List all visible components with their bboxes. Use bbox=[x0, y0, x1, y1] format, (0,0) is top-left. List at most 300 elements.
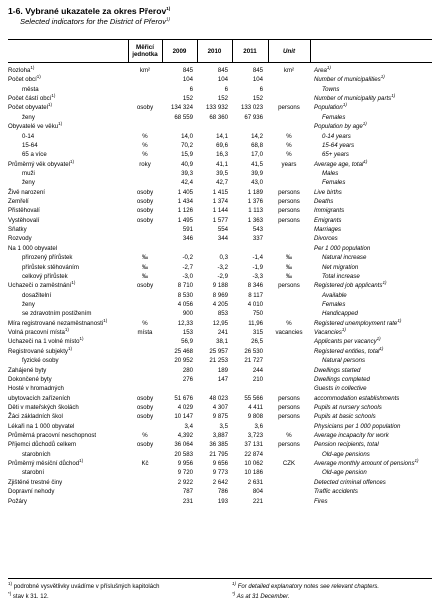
row-label-en-text: Total increase bbox=[322, 272, 360, 280]
table-row bbox=[0, 412, 439, 421]
row-label-cz-text: ženy bbox=[22, 113, 35, 121]
row-label-en-text: Females bbox=[322, 113, 346, 121]
row-label-cz-text: Průměrný věk obyvatel bbox=[8, 160, 70, 168]
row-unit-cz: osoby bbox=[136, 104, 154, 112]
cell-2009: 25 468 bbox=[174, 347, 193, 355]
row-label-cz-text: Dokončené byty bbox=[8, 375, 52, 383]
row-label-cz-text: starobních bbox=[22, 450, 51, 458]
table-row bbox=[0, 216, 439, 225]
row-unit-en: persons bbox=[278, 413, 300, 421]
table-row bbox=[0, 272, 439, 281]
row-unit-en: persons bbox=[278, 104, 300, 112]
row-unit-en: persons bbox=[278, 394, 300, 402]
row-label-en bbox=[314, 328, 346, 337]
cell-2010: -2,9 bbox=[217, 272, 228, 280]
table-row bbox=[0, 300, 439, 309]
row-label-en bbox=[322, 468, 367, 477]
row-unit-en: % bbox=[286, 432, 292, 440]
row-unit-en: % bbox=[286, 319, 292, 327]
cell-2011: 3,6 bbox=[254, 422, 263, 430]
row-unit-en: persons bbox=[278, 441, 300, 449]
row-label-en-text: Area bbox=[314, 67, 327, 74]
cell-2011: 1 363 bbox=[247, 216, 263, 224]
row-label-cz-text: starobní bbox=[22, 469, 45, 477]
row-label-cz bbox=[22, 132, 34, 141]
table-row bbox=[0, 497, 439, 506]
cell-2011: 67 936 bbox=[244, 113, 263, 121]
cell-2010: 554 bbox=[217, 226, 228, 234]
cell-2010: 3,5 bbox=[219, 422, 228, 430]
row-unit-en: % bbox=[286, 132, 292, 140]
cell-2010: 9 656 bbox=[212, 460, 228, 468]
cell-2011: 17,0 bbox=[251, 151, 263, 159]
cell-2009: 36 064 bbox=[174, 441, 193, 449]
cell-2009: 1 126 bbox=[177, 207, 193, 215]
cell-2011: -1,9 bbox=[252, 263, 263, 271]
table-row bbox=[0, 487, 439, 496]
cell-2010: 21 253 bbox=[209, 357, 228, 365]
footer-rule bbox=[8, 578, 432, 579]
row-unit-cz: osoby bbox=[136, 216, 154, 224]
footnote-marker: 1) bbox=[51, 93, 56, 99]
row-label-en bbox=[314, 412, 376, 421]
cell-2010: 9 773 bbox=[212, 469, 228, 477]
row-label-en bbox=[314, 422, 400, 431]
table-row bbox=[0, 197, 439, 206]
cell-2011: 750 bbox=[252, 310, 263, 318]
table-row bbox=[0, 394, 439, 403]
footnote-marker: 1) bbox=[391, 93, 396, 99]
table-row bbox=[0, 113, 439, 122]
row-label-en bbox=[322, 113, 345, 122]
row-label-cz-text: Volná pracovní místa bbox=[8, 329, 65, 337]
cell-2011: 22 874 bbox=[244, 450, 263, 458]
cell-2009: 42,4 bbox=[181, 179, 193, 187]
row-unit-cz: osoby bbox=[136, 188, 154, 196]
cell-2011: 8 117 bbox=[248, 291, 263, 299]
row-label-cz-text: přírůstek stěhováním bbox=[22, 263, 79, 271]
cell-2010: 133 932 bbox=[205, 104, 228, 112]
row-label-en-text: Number of municipalities bbox=[314, 76, 381, 84]
row-label-en bbox=[322, 309, 358, 318]
table-row bbox=[0, 66, 439, 75]
row-label-en-text: Number of municipality parts bbox=[314, 95, 392, 103]
footnote-marker: 1) bbox=[103, 317, 108, 323]
row-label-cz-text: Příjemci důchodů celkem bbox=[8, 441, 77, 449]
row-label-cz-text: ženy bbox=[22, 300, 35, 308]
cell-2009: 346 bbox=[182, 235, 193, 243]
row-label-en bbox=[322, 150, 349, 159]
row-label-cz-text: Přistěhovalí bbox=[8, 207, 40, 215]
cell-2010: 152 bbox=[217, 95, 228, 103]
row-label-en bbox=[314, 188, 342, 197]
cell-2010: 16,3 bbox=[216, 151, 228, 159]
cell-2011: 10 186 bbox=[244, 469, 263, 477]
cell-2010: 42,7 bbox=[216, 179, 228, 187]
footnote-marker: 1) bbox=[397, 317, 402, 323]
row-label-en bbox=[314, 431, 389, 440]
row-unit-en: persons bbox=[278, 198, 300, 206]
cell-2010: -3,2 bbox=[217, 263, 228, 271]
cell-2009: 51 676 bbox=[174, 394, 193, 402]
row-unit-cz: osoby bbox=[136, 207, 154, 215]
row-label-cz-text: města bbox=[22, 85, 39, 93]
cell-2009: 152 bbox=[182, 95, 193, 103]
row-unit-cz: km² bbox=[139, 67, 151, 74]
row-label-cz bbox=[8, 384, 64, 393]
table-row bbox=[0, 375, 439, 384]
row-label-cz-text: Registrované subjekty bbox=[8, 347, 68, 355]
row-label-en-text: Average monthly amount of pensions bbox=[314, 460, 415, 468]
row-unit-en: persons bbox=[278, 216, 300, 224]
row-label-cz bbox=[8, 347, 72, 356]
table-row bbox=[0, 132, 439, 141]
row-label-en-text: 65+ years bbox=[322, 151, 349, 159]
row-unit-en: years bbox=[281, 160, 297, 168]
row-label-en bbox=[322, 291, 347, 300]
indicator-table-body bbox=[0, 66, 439, 506]
cell-2011: -3,3 bbox=[252, 272, 263, 280]
table-row bbox=[0, 160, 439, 169]
cell-2009: 10 147 bbox=[174, 413, 193, 421]
cell-2010: 12,95 bbox=[212, 319, 228, 327]
cell-2010: 853 bbox=[217, 310, 228, 318]
row-unit-cz: osoby bbox=[136, 441, 154, 449]
footnote-marker: 1) bbox=[379, 345, 384, 351]
table-row bbox=[0, 234, 439, 243]
table-row bbox=[0, 328, 439, 337]
table-row bbox=[0, 337, 439, 346]
row-label-cz-text: se zdravotním postižením bbox=[22, 310, 92, 318]
row-label-cz bbox=[22, 356, 59, 365]
footnote-cz-1: $^{1)}$ podrobné vysvětlivky uvádíme v příslušných kapitolách bbox=[8, 581, 160, 590]
row-label-en-text: 0-14 years bbox=[322, 132, 351, 140]
row-label-en-text: Dwellings completed bbox=[314, 375, 370, 383]
row-label-cz-text: Počet obcí bbox=[8, 76, 37, 84]
row-label-en bbox=[314, 244, 370, 253]
footnote-marker: 1) bbox=[363, 158, 368, 164]
row-label-en-text: Pupils at basic schools bbox=[314, 413, 376, 421]
footnote-marker: 1) bbox=[414, 458, 419, 464]
row-label-cz-text: Počet částí obcí bbox=[8, 95, 52, 103]
cell-2010: 241 bbox=[217, 329, 228, 337]
table-row bbox=[0, 440, 439, 449]
cell-2011: 104 bbox=[252, 76, 263, 84]
cell-2011: 845 bbox=[252, 67, 263, 74]
row-label-en bbox=[322, 356, 365, 365]
row-label-en bbox=[314, 160, 367, 169]
header-unit: Měřicí jednotka bbox=[132, 44, 158, 58]
cell-2011: 39,9 bbox=[251, 169, 263, 177]
footnote-marker: 1) bbox=[376, 336, 381, 342]
table-row bbox=[0, 141, 439, 150]
row-label-en-text: Registered entities, total bbox=[314, 347, 380, 355]
cell-2011: 4 411 bbox=[248, 403, 263, 411]
row-label-cz-text: Zahájené byty bbox=[8, 366, 47, 374]
row-label-en bbox=[314, 319, 401, 328]
row-label-cz-text: celkový přírůstek bbox=[22, 272, 68, 280]
cell-2010: 41,1 bbox=[216, 160, 228, 168]
table-row bbox=[0, 188, 439, 197]
cell-2011: 4 010 bbox=[247, 300, 263, 308]
cell-2011: 21 727 bbox=[244, 357, 263, 365]
row-label-en-text: Average age, total bbox=[314, 160, 364, 168]
row-label-cz bbox=[8, 440, 76, 449]
row-label-en-text: Females bbox=[322, 179, 346, 187]
row-label-en bbox=[314, 403, 382, 412]
table-row bbox=[0, 225, 439, 234]
row-label-en bbox=[322, 85, 339, 94]
cell-2009: 231 bbox=[182, 497, 193, 505]
row-unit-en: ‰ bbox=[285, 272, 293, 280]
cell-2009: 8 710 bbox=[177, 282, 193, 290]
row-unit-en: CZK bbox=[282, 460, 296, 468]
cell-2010: 9 188 bbox=[212, 282, 228, 290]
row-unit-cz: Kč bbox=[141, 460, 149, 468]
cell-2010: 189 bbox=[217, 366, 228, 374]
cell-2011: 1 189 bbox=[247, 188, 263, 196]
row-label-en bbox=[322, 300, 345, 309]
table-row bbox=[0, 422, 439, 431]
footnote-marker: 1) bbox=[341, 327, 346, 333]
row-label-cz bbox=[22, 309, 91, 318]
cell-2010: 39,5 bbox=[216, 169, 228, 177]
row-label-cz bbox=[8, 375, 52, 384]
footnote-marker: 1) bbox=[30, 64, 35, 70]
row-label-en-text: Applicants per vacancy bbox=[314, 338, 377, 346]
row-label-en bbox=[314, 206, 344, 215]
row-label-en-text: Available bbox=[322, 291, 347, 299]
cell-2010: 0,3 bbox=[219, 254, 228, 262]
cell-2011: -1,4 bbox=[252, 254, 263, 262]
cell-2011: 1 113 bbox=[248, 207, 263, 215]
row-label-cz bbox=[8, 478, 62, 487]
row-label-en bbox=[314, 66, 331, 75]
cell-2010: 25 957 bbox=[209, 347, 228, 355]
cell-2010: 1 144 bbox=[212, 207, 228, 215]
row-label-en bbox=[314, 337, 381, 346]
row-label-cz-text: dosažitelní bbox=[22, 291, 52, 299]
table-row bbox=[0, 309, 439, 318]
row-label-en-text: Per 1 000 population bbox=[314, 244, 371, 252]
row-label-en bbox=[322, 253, 366, 262]
row-unit-cz: osoby bbox=[136, 282, 154, 290]
cell-2009: 3,4 bbox=[184, 422, 193, 430]
cell-2010: 344 bbox=[217, 235, 228, 243]
row-unit-cz: roky bbox=[139, 160, 151, 168]
row-label-en bbox=[322, 178, 345, 187]
row-label-en bbox=[322, 169, 338, 178]
row-unit-cz: % bbox=[142, 132, 148, 140]
footnote-marker: 1) bbox=[362, 121, 367, 127]
cell-2009: 70,2 bbox=[181, 141, 193, 149]
row-label-cz bbox=[8, 394, 70, 403]
header-year-2011: 2011 bbox=[243, 47, 257, 55]
footnote-en-2: *) As at 31 December. bbox=[232, 591, 290, 600]
row-label-cz-text: Dopravní nehody bbox=[8, 488, 55, 496]
row-label-cz-text: Obyvatelé ve věku bbox=[8, 123, 59, 131]
row-label-cz-text: Rozloha bbox=[8, 67, 31, 74]
row-label-cz bbox=[8, 422, 74, 431]
row-label-cz bbox=[8, 497, 27, 506]
table-row bbox=[0, 366, 439, 375]
cell-2011: 152 bbox=[252, 95, 263, 103]
row-label-cz-text: Průměrná pracovní neschopnost bbox=[8, 432, 97, 440]
row-unit-en: persons bbox=[278, 403, 300, 411]
table-row bbox=[0, 347, 439, 356]
cell-2009: 40,9 bbox=[181, 160, 193, 168]
row-label-cz-text: Zjištěné trestné činy bbox=[8, 478, 63, 486]
row-label-en-text: Natural persons bbox=[322, 357, 366, 365]
cell-2009: 8 530 bbox=[177, 291, 193, 299]
table-title: 1-6. Vybrané ukazatele za okres Přerov$^{1)}$ bbox=[8, 6, 171, 16]
row-label-cz-text: Míra registrované nezaměstnanosti bbox=[8, 319, 104, 327]
row-label-cz-text: ubytovacích zařízeních bbox=[8, 394, 71, 402]
cell-2009: 134 324 bbox=[170, 104, 193, 112]
footnote-marker: 1) bbox=[47, 102, 52, 108]
table-row bbox=[0, 122, 439, 131]
footnote-marker: 1) bbox=[326, 64, 331, 70]
cell-2011: 9 808 bbox=[247, 413, 263, 421]
row-label-en-text: Immigrants bbox=[314, 207, 345, 215]
table-row bbox=[0, 291, 439, 300]
table-row bbox=[0, 244, 439, 253]
table-row bbox=[0, 178, 439, 187]
row-unit-cz: osoby bbox=[136, 394, 154, 402]
row-label-en-text: Old-age pensions bbox=[322, 450, 370, 458]
row-label-cz-text: ženy bbox=[22, 179, 35, 187]
row-label-cz-text: Průměrný měsíční důchod bbox=[8, 460, 80, 468]
row-label-cz bbox=[8, 328, 69, 337]
row-label-en-text: Population by age bbox=[314, 123, 363, 131]
row-label-cz-text: Děti v mateřských školách bbox=[8, 403, 79, 411]
row-label-cz bbox=[22, 141, 38, 150]
row-unit-cz: ‰ bbox=[141, 254, 149, 262]
cell-2011: 2 631 bbox=[247, 478, 263, 486]
cell-2011: 315 bbox=[252, 329, 263, 337]
row-label-cz-text: Žáci základních škol bbox=[8, 413, 63, 421]
cell-2011: 14,2 bbox=[251, 132, 263, 140]
row-label-en bbox=[314, 197, 333, 206]
cell-2010: 147 bbox=[217, 375, 228, 383]
cell-2009: 39,3 bbox=[181, 169, 193, 177]
row-label-cz bbox=[8, 188, 45, 197]
cell-2011: 43,0 bbox=[251, 179, 263, 187]
row-label-en bbox=[314, 234, 338, 243]
row-label-en bbox=[314, 478, 386, 487]
footnote-marker: 1) bbox=[79, 458, 84, 464]
cell-2009: 20 952 bbox=[174, 357, 193, 365]
row-label-cz bbox=[8, 206, 40, 215]
row-label-cz-text: Uchazeči na 1 volné místo bbox=[8, 338, 80, 346]
row-unit-cz: osoby bbox=[136, 403, 154, 411]
row-label-en bbox=[322, 132, 351, 141]
cell-2011: 3,723 bbox=[247, 432, 263, 440]
row-label-cz bbox=[8, 225, 27, 234]
footnote-marker: 1) bbox=[36, 74, 41, 80]
table-row bbox=[0, 253, 439, 262]
row-label-cz-text: Na 1 000 obyvatel bbox=[8, 244, 58, 252]
cell-2011: 804 bbox=[252, 488, 263, 496]
row-label-cz bbox=[22, 253, 72, 262]
cell-2009: 68 559 bbox=[174, 113, 193, 121]
row-label-cz bbox=[8, 431, 96, 440]
footnote-marker: 1) bbox=[71, 280, 76, 286]
footnote-marker: 1) bbox=[79, 336, 84, 342]
row-label-cz bbox=[22, 263, 79, 272]
row-label-cz bbox=[22, 450, 50, 459]
footnote-cz-2: *) stav k 31. 12. bbox=[8, 591, 49, 600]
cell-2009: 20 583 bbox=[174, 450, 193, 458]
row-label-cz bbox=[22, 150, 47, 159]
cell-2011: 133 023 bbox=[240, 104, 263, 112]
row-label-en bbox=[314, 225, 341, 234]
row-label-en-text: Divorces bbox=[314, 235, 338, 243]
row-label-cz bbox=[8, 337, 83, 346]
cell-2010: 8 969 bbox=[212, 291, 228, 299]
header-divider bbox=[310, 40, 311, 62]
cell-2011: 37 131 bbox=[244, 441, 263, 449]
row-label-en bbox=[314, 487, 358, 496]
cell-2011: 1 376 bbox=[247, 198, 263, 206]
row-label-cz bbox=[8, 216, 39, 225]
row-label-en-text: Detected criminal offences bbox=[314, 478, 386, 486]
row-label-cz bbox=[8, 319, 107, 328]
table-row bbox=[0, 459, 439, 468]
row-label-cz bbox=[22, 178, 35, 187]
cell-2009: 4,392 bbox=[177, 432, 193, 440]
row-label-en-text: Handicapped bbox=[322, 310, 358, 318]
row-unit-en: vacancies bbox=[275, 329, 303, 337]
row-unit-cz: ‰ bbox=[141, 263, 149, 271]
row-label-cz bbox=[8, 412, 63, 421]
row-label-en bbox=[314, 394, 399, 403]
row-label-en bbox=[322, 450, 370, 459]
row-label-cz-text: Živě narození bbox=[8, 188, 45, 196]
table-row bbox=[0, 281, 439, 290]
cell-2010: 6 bbox=[224, 85, 228, 93]
row-label-en bbox=[314, 440, 379, 449]
cell-2011: 6 bbox=[259, 85, 263, 93]
cell-2010: 845 bbox=[217, 67, 228, 74]
cell-2010: 4 205 bbox=[212, 300, 228, 308]
row-unit-en: persons bbox=[278, 188, 300, 196]
table-row bbox=[0, 169, 439, 178]
header-year-2009: 2009 bbox=[172, 47, 187, 55]
row-label-cz bbox=[22, 291, 51, 300]
cell-2011: 10 062 bbox=[244, 460, 263, 468]
row-label-en-text: Dwellings started bbox=[314, 366, 361, 374]
row-label-en-text: Emigrants bbox=[314, 216, 342, 224]
table-row bbox=[0, 103, 439, 112]
row-label-cz bbox=[8, 459, 83, 468]
row-label-en-text: Guests in collective bbox=[314, 385, 367, 393]
cell-2009: 6 bbox=[189, 85, 193, 93]
row-label-en-text: Marriages bbox=[314, 226, 342, 234]
table-row bbox=[0, 468, 439, 477]
cell-2010: 36 385 bbox=[209, 441, 228, 449]
cell-2011: 244 bbox=[252, 366, 263, 374]
row-label-cz bbox=[8, 234, 32, 243]
row-label-cz-text: Sňatky bbox=[8, 226, 27, 234]
row-label-en bbox=[322, 272, 360, 281]
cell-2010: 48 023 bbox=[209, 394, 228, 402]
cell-2010: 1 374 bbox=[212, 198, 228, 206]
footnote-marker: 1) bbox=[67, 345, 72, 351]
cell-2009: 787 bbox=[182, 488, 193, 496]
cell-2009: 15,9 bbox=[181, 151, 193, 159]
row-label-en bbox=[314, 94, 395, 103]
